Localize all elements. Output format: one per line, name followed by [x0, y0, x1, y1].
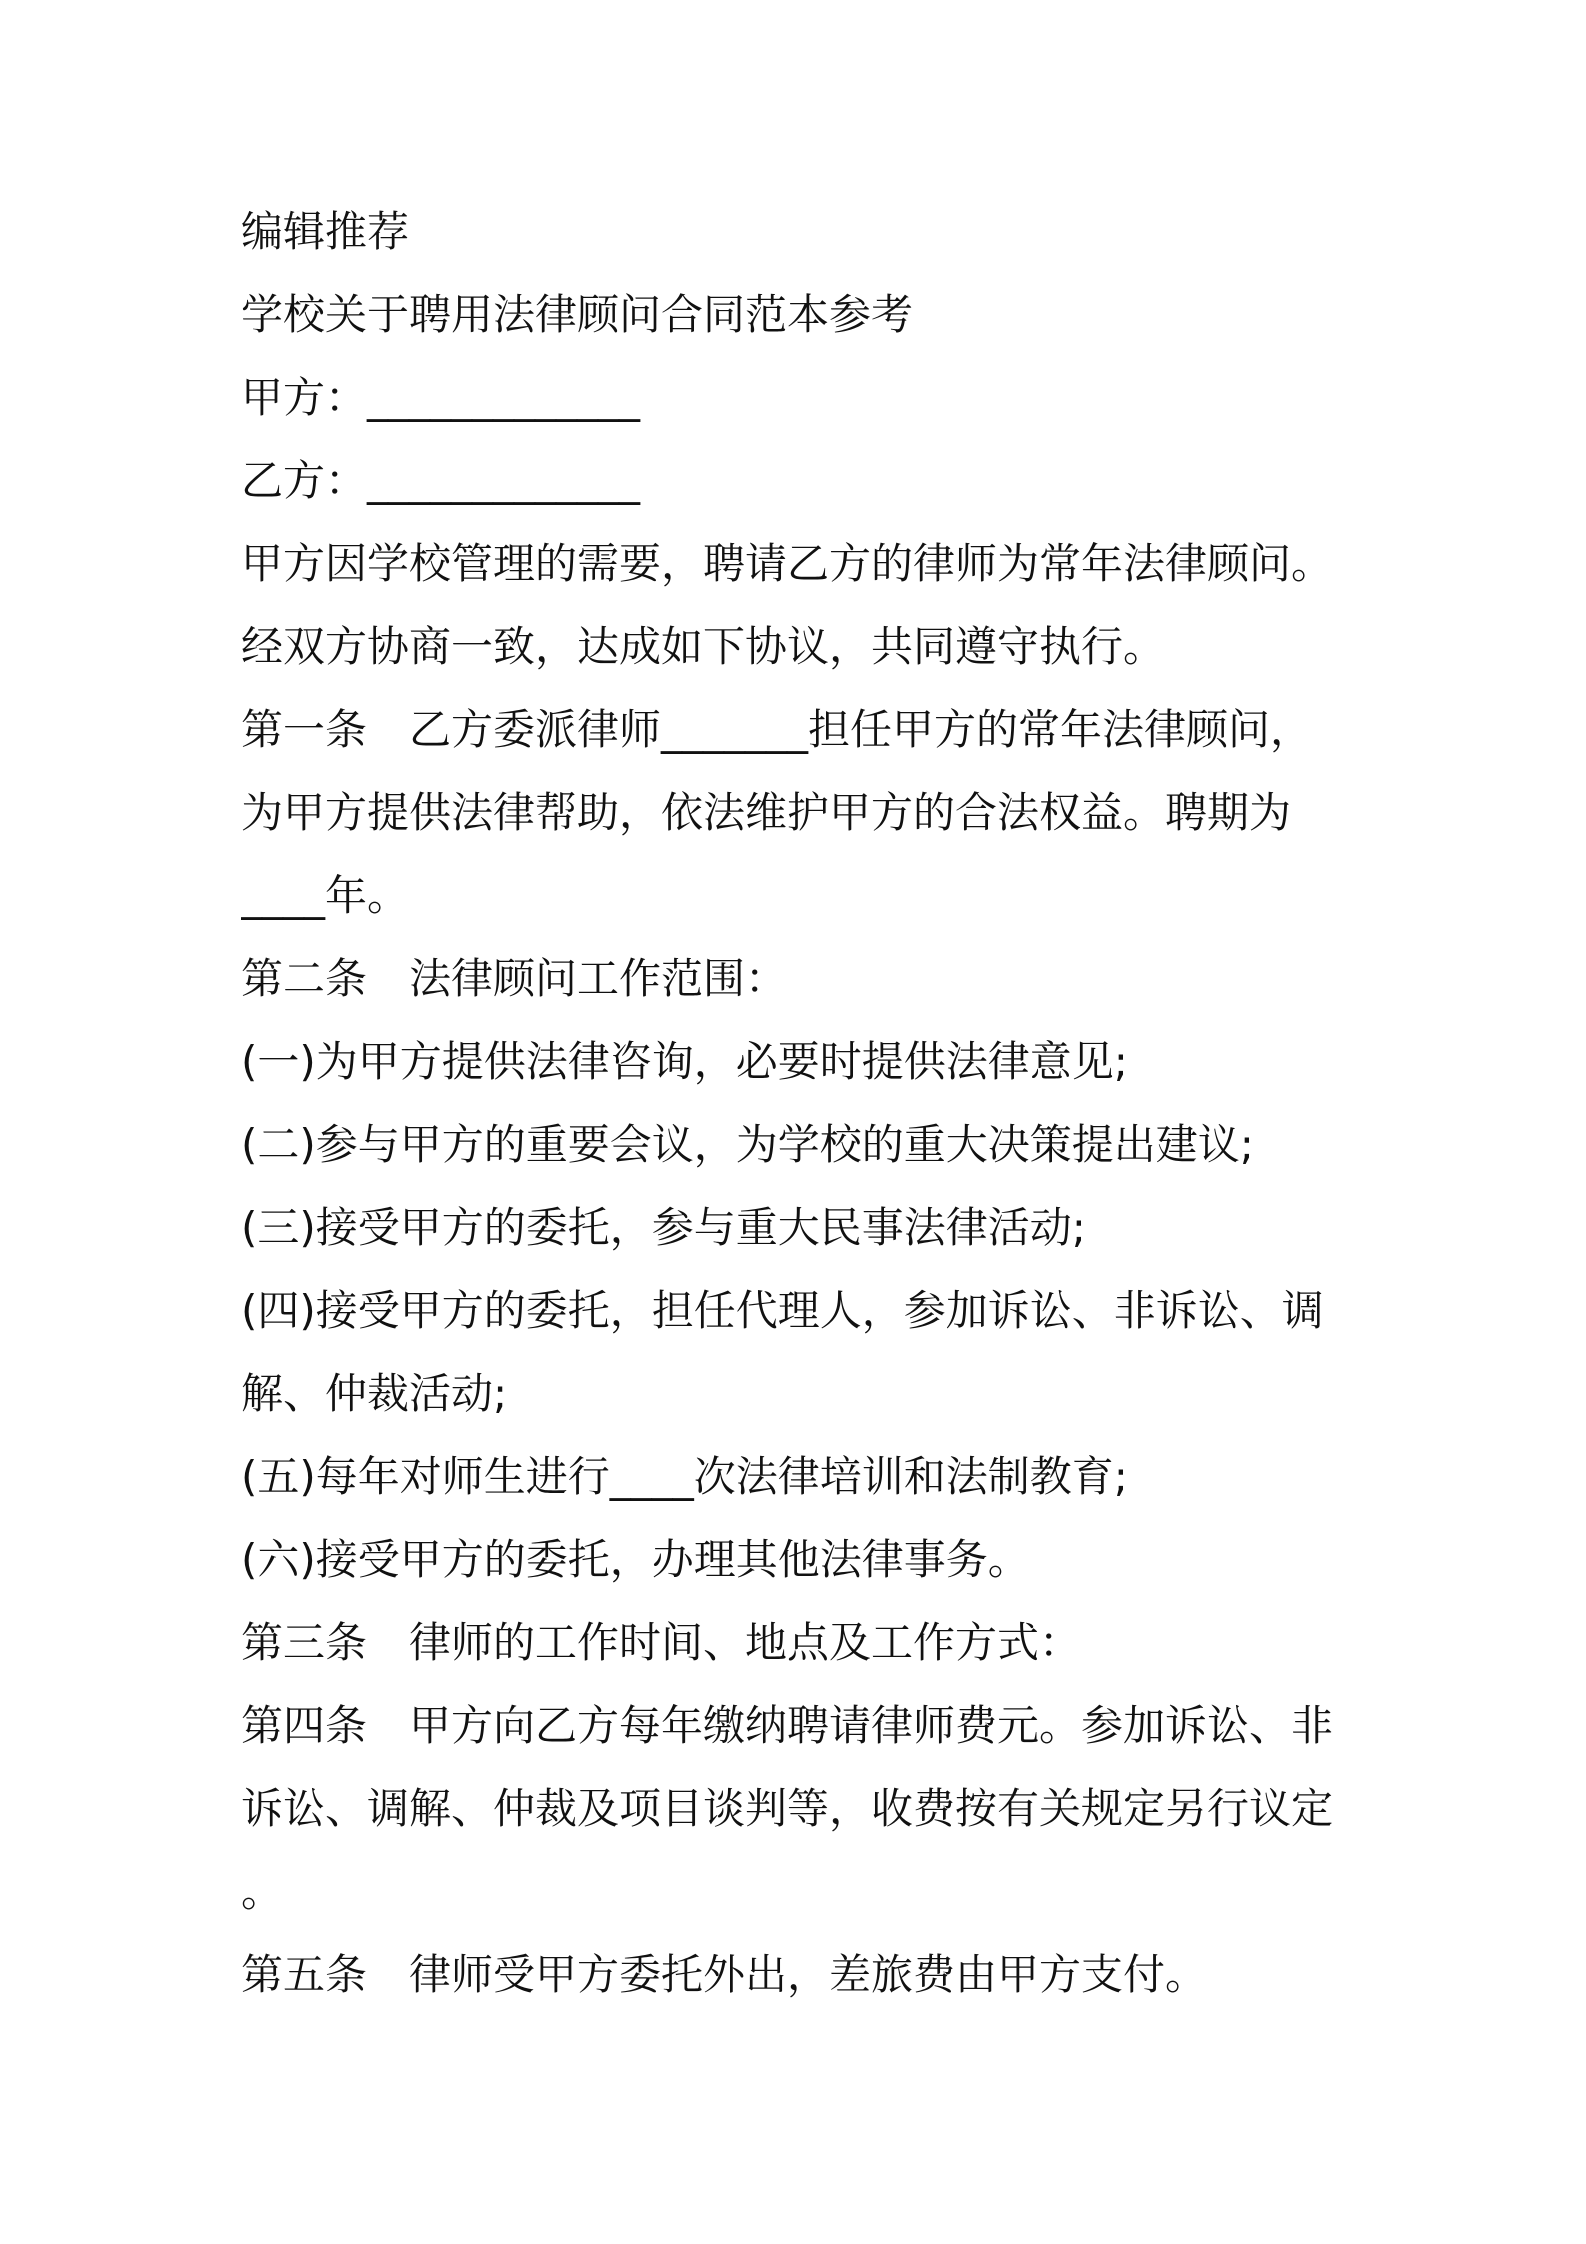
article-2-heading: 第二条 [241, 954, 368, 1003]
party-b-line: 乙方：_____________ [241, 456, 641, 505]
article-4-text-1: 甲方向乙方每年缴纳聘请律师费元。参加诉讼、非 [409, 1701, 1334, 1750]
article-1-line-1 [241, 688, 1351, 771]
intro-line-1: 甲方因学校管理的需要，聘请乙方的律师为常年法律顾问。 [241, 539, 1334, 588]
document-body [241, 190, 1351, 2016]
article-2-item-5: (五)每年对师生进行____次法律培训和法制教育; [241, 1452, 1128, 1501]
article-1-heading: 第一条 [241, 705, 368, 754]
article-2-text: 法律顾问工作范围： [409, 954, 788, 1003]
article-2-line [241, 937, 1351, 1020]
article-1-line-2: 为甲方提供法律帮助，依法维护甲方的合法权益。聘期为 [241, 788, 1292, 837]
article-5-text: 律师受甲方委托外出，差旅费由甲方支付。 [409, 1950, 1208, 1999]
article-4-line-3: 。 [241, 1867, 284, 1916]
article-5-heading: 第五条 [241, 1950, 368, 1999]
article-3-text: 律师的工作时间、地点及工作方式： [409, 1618, 1082, 1667]
article-4-heading: 第四条 [241, 1701, 368, 1750]
article-4-line-2: 诉讼、调解、仲裁及项目谈判等，收费按有关规定另行议定 [241, 1784, 1334, 1833]
article-4-line-1 [241, 1684, 1351, 1767]
article-2-item-3: (三)接受甲方的委托，参与重大民事法律活动; [241, 1203, 1086, 1252]
party-a-line: 甲方：_____________ [241, 373, 641, 422]
article-1-text-1: 乙方委派律师_______担任甲方的常年法律顾问， [409, 705, 1313, 754]
article-2-item-4-cont: 解、仲裁活动; [241, 1369, 508, 1418]
article-1-line-3: ____年。 [241, 871, 410, 920]
intro-line-2: 经双方协商一致，达成如下协议，共同遵守执行。 [241, 622, 1166, 671]
article-2-item-1: (一)为甲方提供法律咨询，必要时提供法律意见; [241, 1037, 1128, 1086]
recommend-label: 编辑推荐 [241, 207, 410, 256]
article-2-item-6: (六)接受甲方的委托，办理其他法律事务。 [241, 1535, 1030, 1584]
article-5-line [241, 1933, 1351, 2016]
article-3-line [241, 1601, 1351, 1684]
document-title: 学校关于聘用法律顾问合同范本参考 [241, 290, 914, 339]
article-2-item-2: (二)参与甲方的重要会议，为学校的重大决策提出建议; [241, 1120, 1254, 1169]
article-2-item-4: (四)接受甲方的委托，担任代理人，参加诉讼、非诉讼、调 [241, 1286, 1324, 1335]
article-3-heading: 第三条 [241, 1618, 368, 1667]
